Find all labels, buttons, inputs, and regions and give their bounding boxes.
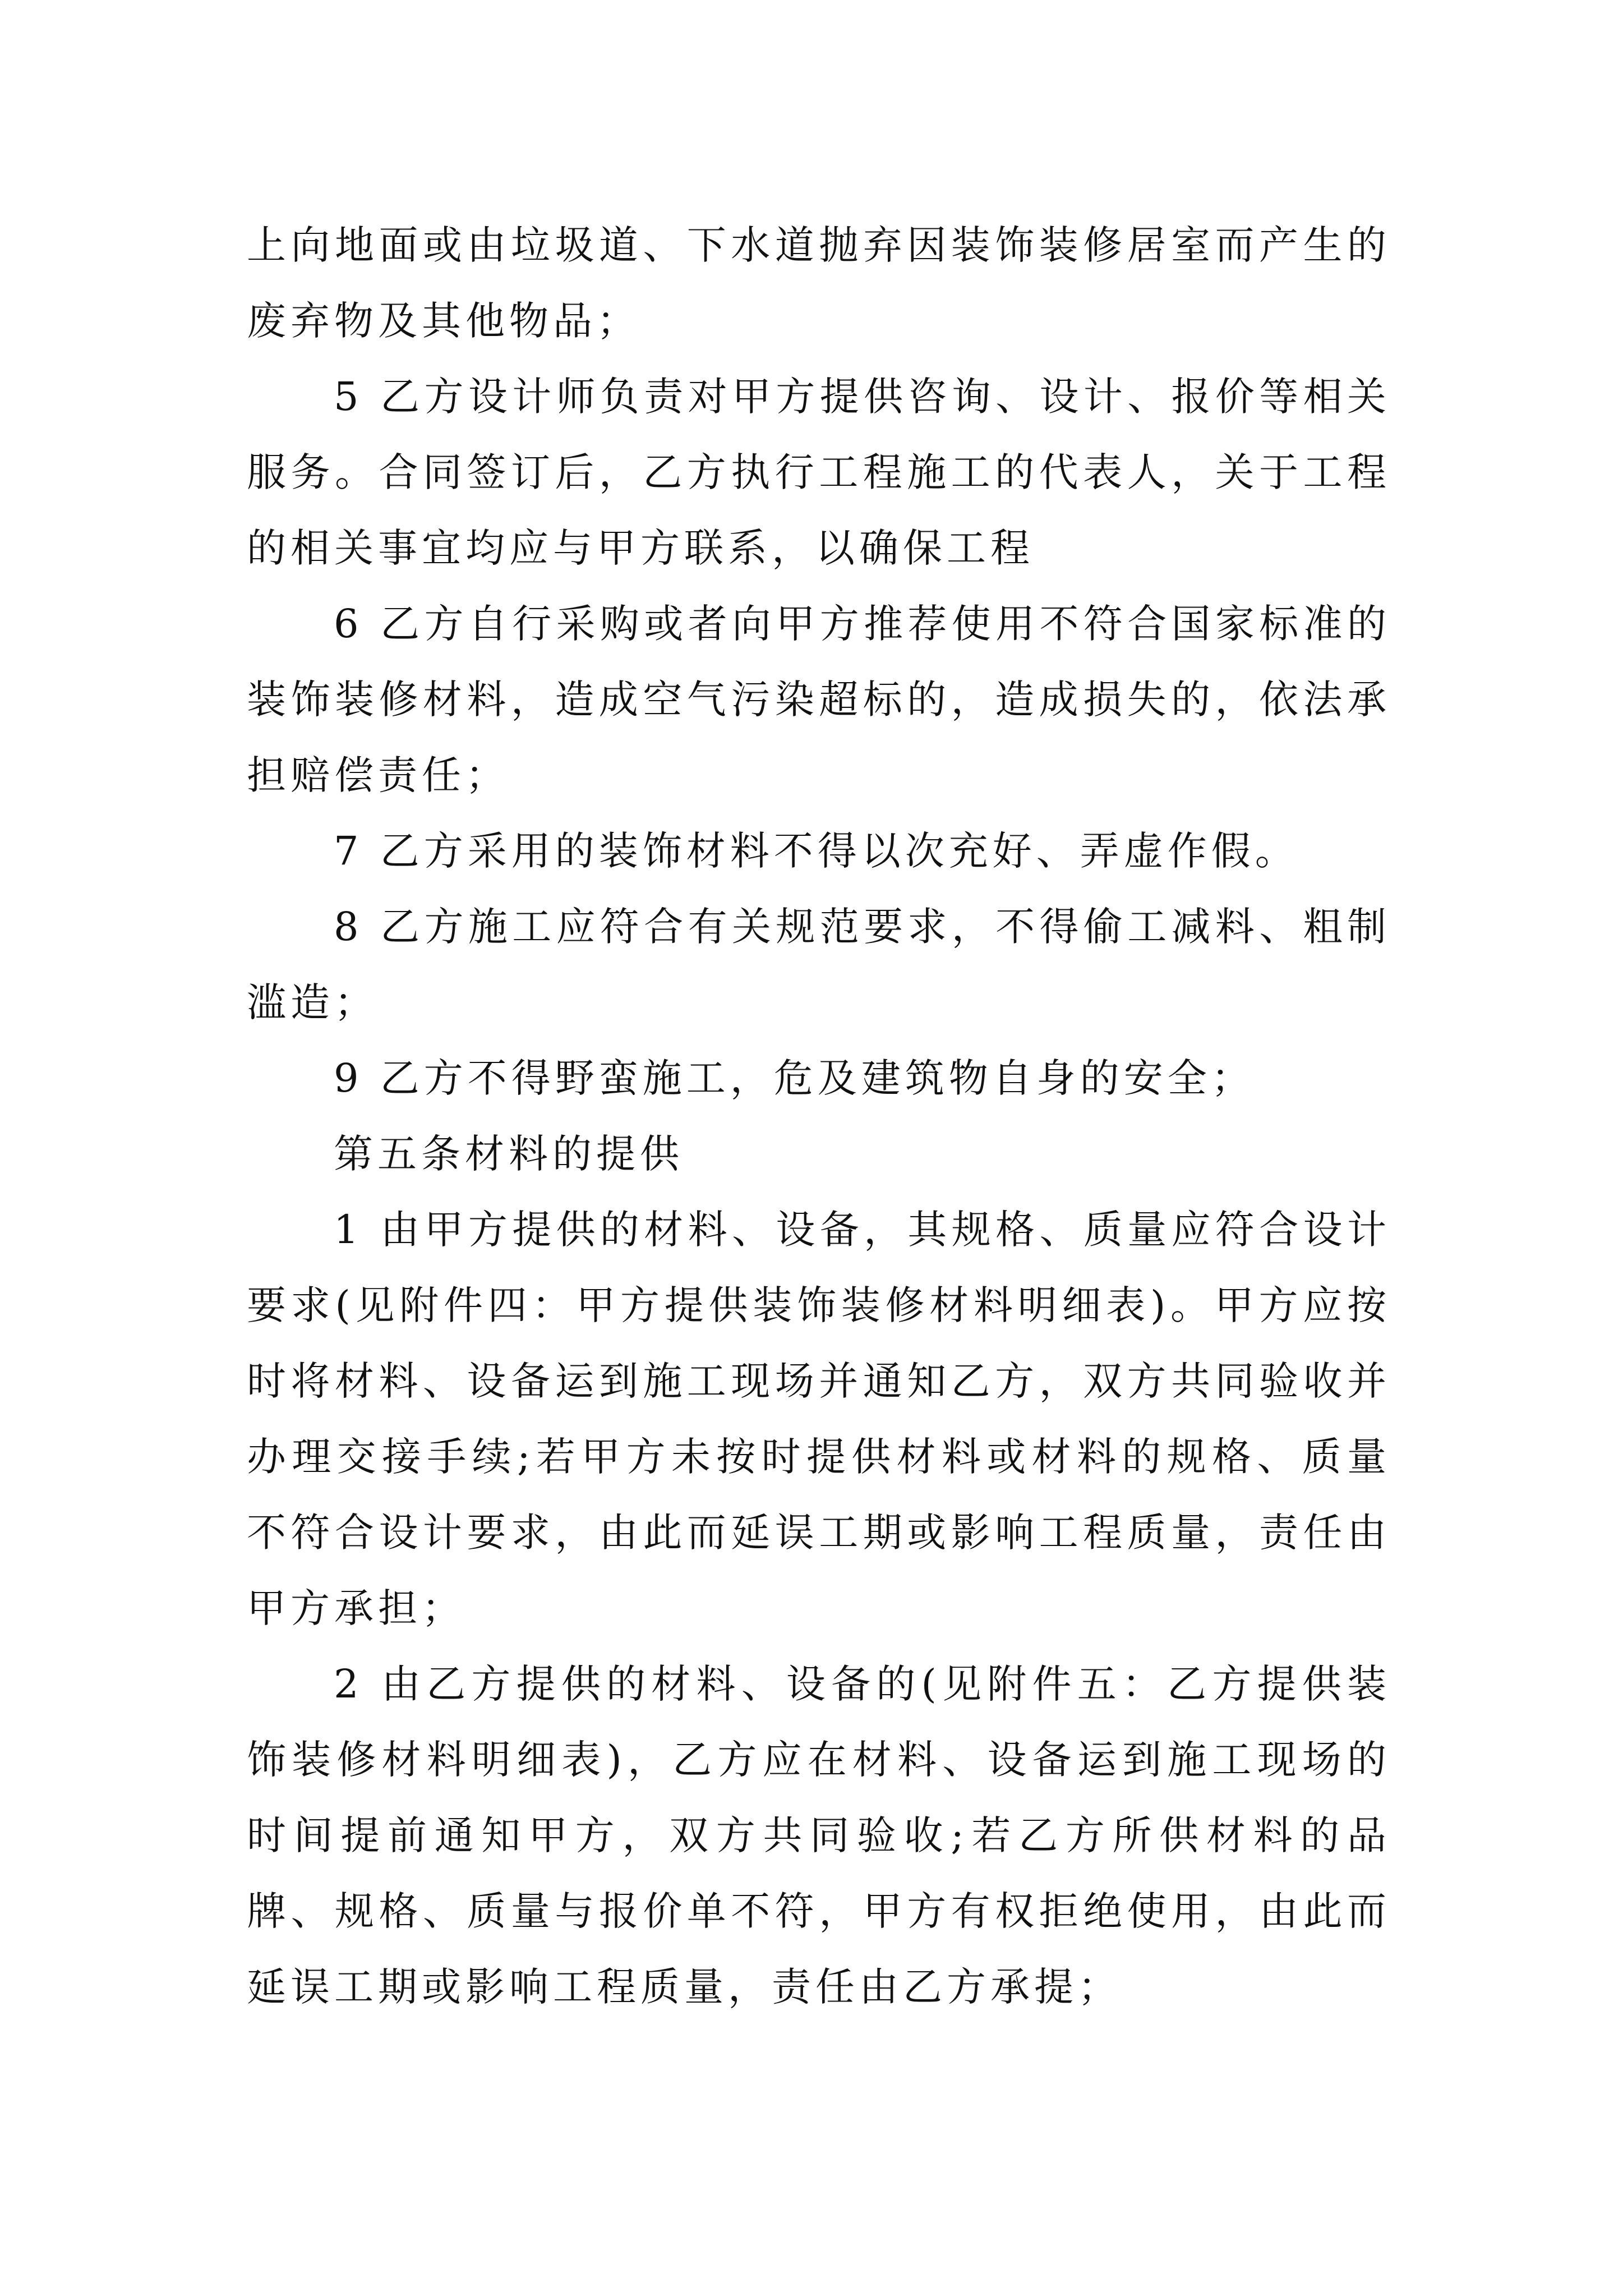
paragraph-material-1: 1 由甲方提供的材料、设备，其规格、质量应符合设计要求(见附件四：甲方提供装饰装修材料明细表)。甲方应按时将材料、设备运到施工现场并通知乙方，双方共同验收并办理交接手续;若甲方未按时提供材料或材料的规格、质量不符合设计要求，由此而延误工期或影响工程质量，责任由甲方承担； (247, 1207, 1391, 1631)
paragraph-material-2: 2 由乙方提供的材料、设备的(见附件五：乙方提供装饰装修材料明细表)，乙方应在材料、设备运到施工现场的时间提前通知甲方，双方共同验收;若乙方所供材料的品牌、规格、质量与报价单不符，甲方有权拒绝使用，由此而延误工期或影响工程质量，责任由乙方承提； (247, 1661, 1391, 2010)
document-body (247, 208, 1391, 2025)
section-heading-article-5: 第五条材料的提供 (334, 1131, 684, 1177)
paragraph-clause-7: 7 乙方采用的装饰材料不得以次充好、弄虚作假。 (334, 828, 1299, 874)
paragraph-clause-5: 5 乙方设计师负责对甲方提供咨询、设计、报价等相关服务。合同签订后，乙方执行工程施工的代表人，关于工程的相关事宜均应与甲方联系，以确保工程 (247, 374, 1391, 571)
paragraph-clause-8: 8 乙方施工应符合有关规范要求，不得偷工减料、粗制滥造； (247, 904, 1391, 1025)
paragraph-continuation: 上向地面或由垃圾道、下水道抛弃因装饰装修居室而产生的废弃物及其他物品； (247, 222, 1391, 344)
paragraph-clause-9: 9 乙方不得野蛮施工，危及建筑物自身的安全； (334, 1055, 1255, 1101)
paragraph-clause-6: 6 乙方自行采购或者向甲方推荐使用不符合国家标准的装饰装修材料，造成空气污染超标的，造成损失的，依法承担赔偿责任； (247, 601, 1391, 798)
